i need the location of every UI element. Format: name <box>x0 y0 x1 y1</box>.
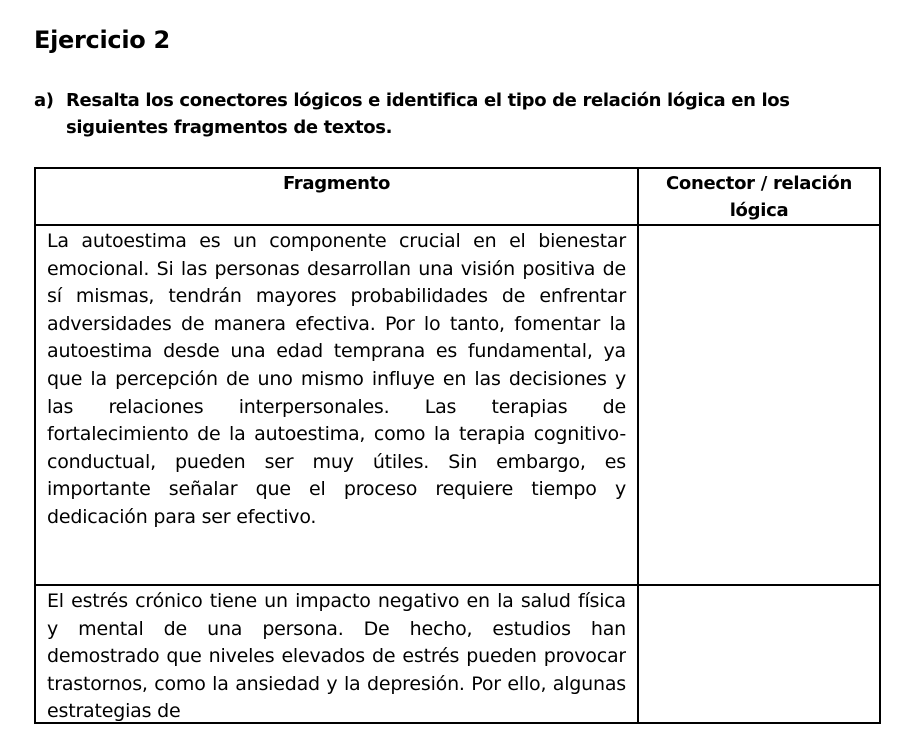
instruction-marker: a) <box>34 90 54 111</box>
header-connector: Conector / relación lógica <box>638 168 880 225</box>
fragment-cell <box>35 585 638 723</box>
table-row <box>35 585 880 723</box>
instruction <box>34 87 884 141</box>
instruction-text: Resalta los conectores lógicos e identifica el tipo de relación lógica en los siguientes fragmentos de textos. <box>66 90 790 138</box>
connector-answer-cell[interactable] <box>638 225 880 585</box>
table-row <box>35 225 880 585</box>
exercise-title: Ejercicio 2 <box>34 26 170 54</box>
connector-answer-cell[interactable] <box>638 585 880 723</box>
fragment-cell: La autoestima es un componente crucial en el bienestar emocional. Si las personas desarrollan una visión positiva de sí mismas, tendrán mayores probabilidades de enfrentar adversidades de manera efectiva. Por lo tanto, fomentar la autoestima desde una edad temprana es fundamental, ya que la percepción de uno mismo influye en las decisiones y las relaciones interpersonales. Las terapias de fortalecimiento de la autoestima, como la terapia cognitivo-conductual, pueden ser muy útiles. Sin embargo, es importante señalar que el proceso requiere tiempo y dedicación para ser efectivo. <box>35 225 638 585</box>
exercise-table <box>34 167 881 724</box>
table-header-row <box>35 168 880 225</box>
header-fragment: Fragmento <box>35 168 638 225</box>
fragment-text: El estrés crónico tiene un impacto negativo en la salud física y mental de una persona. De hecho, estudios han demostrado que niveles elevados de estrés pueden provocar trastornos, como la ansiedad y la depresión. Por ello, algunas estrategias de <box>47 590 626 722</box>
